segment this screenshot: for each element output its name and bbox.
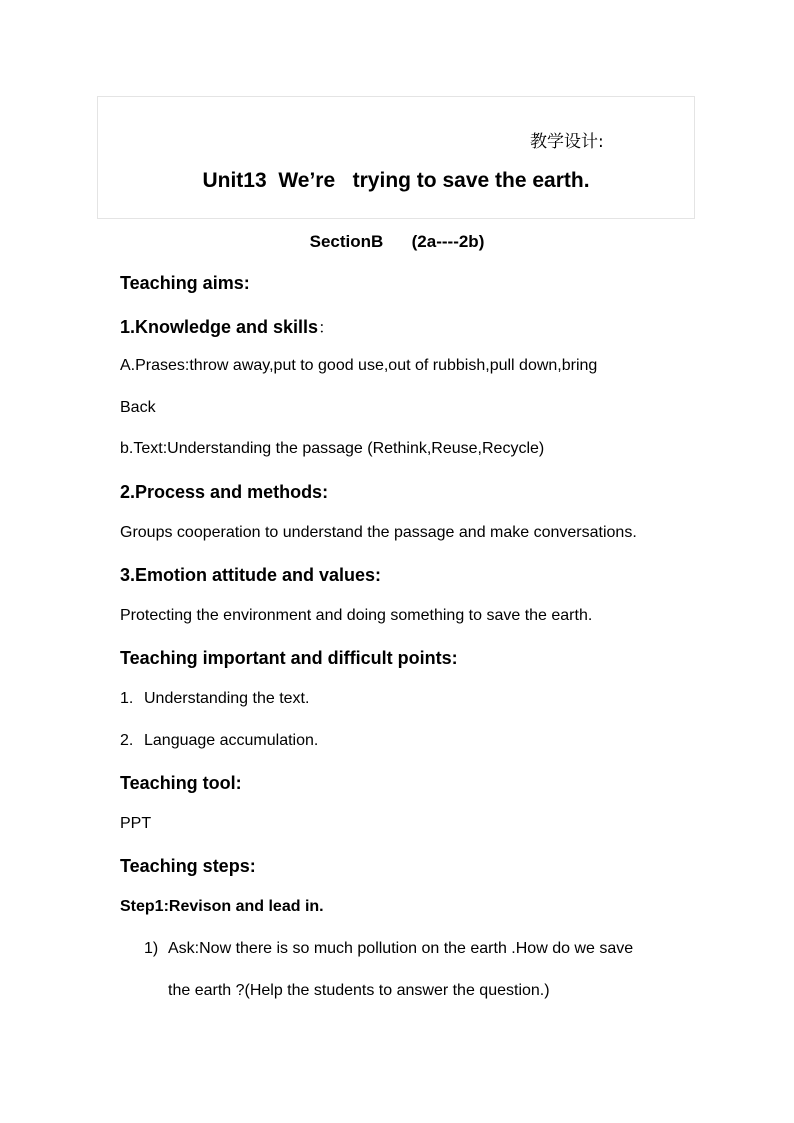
step1-heading: Step1:Revison and lead in. [120, 898, 324, 915]
teaching-aims-heading: Teaching aims: [120, 273, 250, 293]
title-unit: Unit13 [202, 169, 267, 192]
list-text: Language accumulation. [144, 732, 319, 749]
tool-text: PPT [120, 815, 152, 832]
header-subtitle: 教学设计: [530, 132, 604, 152]
title-rest: We’re trying to save the earth. [266, 169, 590, 192]
list-number: 2. [120, 732, 134, 749]
step1-line-2: the earth ?(Help the students to answer the question.) [168, 982, 550, 999]
emotion-heading: 3.Emotion attitude and values: [120, 565, 382, 585]
step1-number: 1) [144, 940, 159, 957]
tool-heading: Teaching tool: [120, 773, 242, 793]
steps-heading: Teaching steps: [120, 856, 256, 876]
list-text: Understanding the text. [144, 690, 310, 707]
page-title [98, 169, 694, 193]
phrases-line-2: Back [120, 399, 156, 416]
list-number: 1. [120, 690, 134, 707]
list-item [120, 690, 309, 708]
process-heading: 2.Process and methods: [120, 482, 329, 502]
header-box [97, 96, 695, 219]
knowledge-heading: 1.Knowledge and skills [120, 317, 319, 337]
step1-item [144, 940, 633, 958]
step1-line-1: Ask:Now there is so much pollution on the earth .How do we save [168, 940, 634, 957]
knowledge-heading-line [120, 315, 334, 338]
text-line: b.Text:Understanding the passage (Rethink,Reuse,Recycle) [120, 440, 545, 457]
section-label: SectionB (2a----2b) [309, 232, 485, 251]
emotion-text: Protecting the environment and doing something to save the earth. [120, 607, 593, 624]
process-text: Groups cooperation to understand the passage and make conversations. [120, 524, 637, 541]
list-item [120, 732, 318, 750]
knowledge-colon: ： [318, 320, 335, 337]
phrases-line-1: A.Prases:throw away,put to good use,out of rubbish,pull down,bring [120, 357, 598, 374]
points-heading: Teaching important and difficult points: [120, 648, 458, 668]
